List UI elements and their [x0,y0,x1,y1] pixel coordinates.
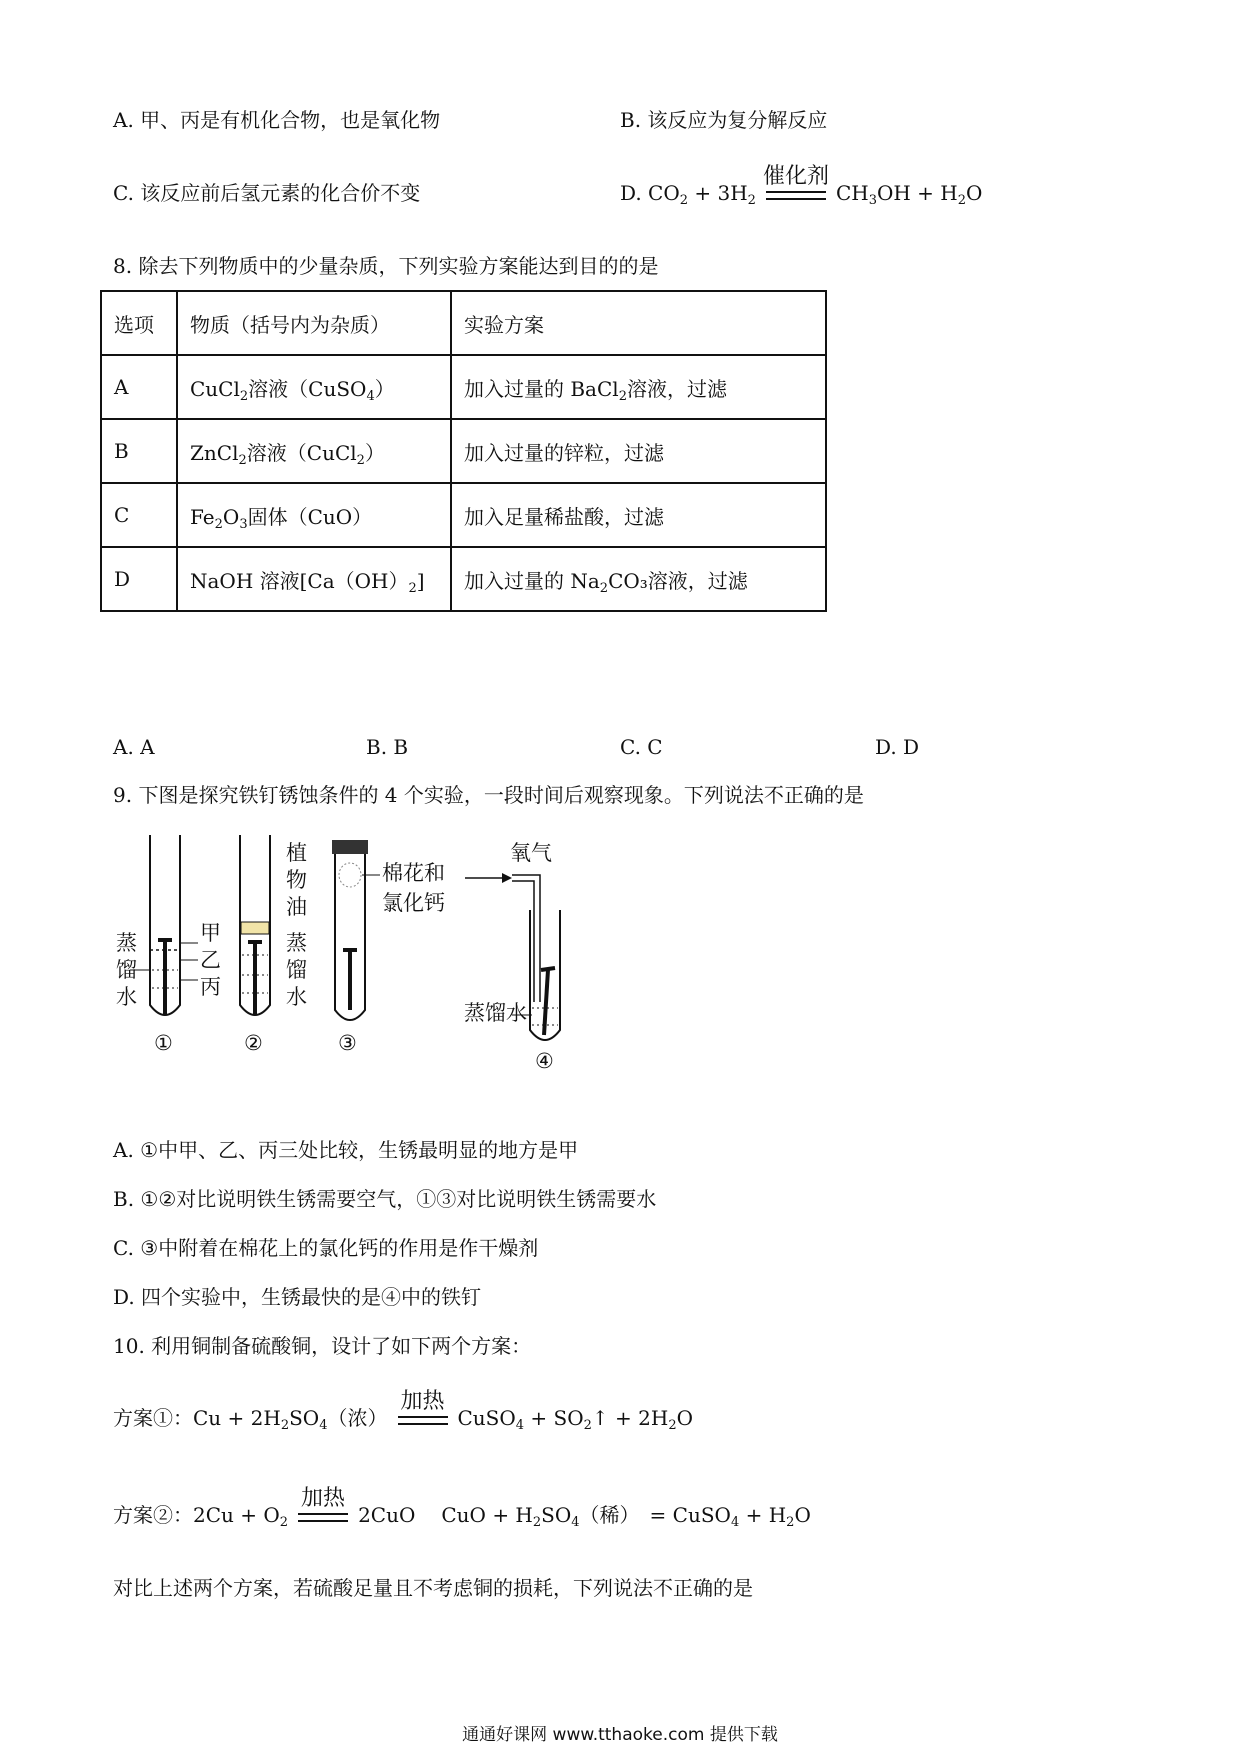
q7-option-b: B. 该反应为复分解反应 [620,108,828,132]
row-plan: 加入足量稀盐酸，过滤 [451,483,826,547]
t2-label-2: 物 [286,868,307,892]
table-row [101,483,826,547]
test-tube-3 [332,840,380,1020]
t1-label-yi: 乙 [200,948,221,972]
reaction-arrow [762,163,829,206]
q8-answer-d: D. D [875,735,920,759]
row-option: A [101,355,177,419]
tube-number-3: ③ [338,1031,357,1055]
row-plan: 加入过量的 $Na_2CO_3$溶液，过滤 [451,547,826,611]
q10-scheme-2: 方案②：$2Cu + O_2$ 加热 2CuO CuO + $H_2SO_4$（稀） = CuSO$_4$ + $H_2O$ [113,1485,811,1530]
q8-answer-a: A. A [113,735,155,759]
catalyst-label: 催化剂 [762,163,829,189]
t1-label-2: 馏 [116,958,137,982]
t4-water-label: 蒸馏水 [464,1001,527,1025]
test-tube-1 [130,835,198,1015]
q8-answer-c: C. C [620,735,663,759]
tube-number-1: ① [154,1031,173,1055]
row-plan: 加入过量的 BaCl$_2$溶液，过滤 [451,355,826,419]
t2-label-6: 水 [286,985,307,1009]
row-option: B [101,419,177,483]
t1-label-1: 蒸 [116,931,137,955]
t4-oxygen-label: 氧气 [510,841,552,865]
row-substance: $Fe_2O_3$固体（CuO） [177,483,451,547]
q10-stem: 10. 利用铜制备硫酸铜，设计了如下两个方案： [113,1334,532,1358]
reaction-arrow [298,1485,348,1528]
t2-label-1: 植 [286,841,307,865]
row-substance: CuCl$_2$溶液（CuSO$_4$） [177,355,451,419]
q9-option-c: C. ③中附着在棉花上的氯化钙的作用是作干燥剂 [113,1236,539,1260]
t1-label-3: 水 [116,985,137,1009]
header-substance: 物质（括号内为杂质） [177,291,451,355]
rust-experiment-figure [100,830,620,1075]
t2-label-3: 油 [286,895,307,919]
t2-label-5: 馏 [286,958,307,982]
q9-option-a: A. ①中甲、乙、丙三处比较，生锈最明显的地方是甲 [113,1138,579,1162]
t1-label-jia: 甲 [200,921,221,945]
header-option: 选项 [101,291,177,355]
table-row [101,419,826,483]
t2-label-4: 蒸 [286,931,307,955]
row-substance: NaOH 溶液$[Ca(OH)_2]$ [177,547,451,611]
heat-label: 加热 [301,1485,346,1511]
q9-stem: 9. 下图是探究铁钉锈蚀条件的 4 个实验，一段时间后观察现象。下列说法不正确的是 [113,783,864,807]
tube-number-4: ④ [535,1049,554,1073]
heat-label: 加热 [400,1388,445,1414]
row-option: D [101,547,177,611]
header-plan: 实验方案 [451,291,826,355]
page-footer: 通通好课网 www.tthaoke.com 提供下载 [462,1725,778,1745]
q10-tail: 对比上述两个方案，若硫酸足量且不考虑铜的损耗，下列说法不正确的是 [113,1576,753,1600]
t3-label-1: 棉花和 [382,861,445,885]
q9-option-b: B. ①②对比说明铁生锈需要空气，①③对比说明铁生锈需要水 [113,1187,657,1211]
q7-option-d: D. $CO_2 + 3H_2$ 催化剂 $CH_3OH + H_2O$ [620,163,983,208]
q7-option-a: A. 甲、丙是有机化合物，也是氧化物 [113,108,441,132]
q8-answer-b: B. B [366,735,409,759]
q8-stem: 8. 除去下列物质中的少量杂质，下列实验方案能达到目的的是 [113,254,659,278]
t1-label-bing: 丙 [200,975,221,999]
row-plan: 加入过量的锌粒，过滤 [451,419,826,483]
tube-number-2: ② [244,1031,263,1055]
table-row [101,547,826,611]
q9-option-d: D. 四个实验中，生锈最快的是④中的铁钉 [113,1285,482,1309]
reaction-arrow [398,1388,448,1431]
row-option: C [101,483,177,547]
table-header-row [101,291,826,355]
table-row [101,355,826,419]
row-substance: ZnCl$_2$溶液（CuCl$_2$） [177,419,451,483]
q8-table [100,290,827,612]
q10-scheme-1: 方案①：$Cu + 2H_2SO_4$（浓） 加热 CuSO$_4$ + $SO_2↑ + 2H_2O$ [113,1388,694,1433]
test-tube-2 [240,835,270,1015]
t3-label-2: 氯化钙 [382,891,445,915]
q7-option-c: C. 该反应前后氢元素的化合价不变 [113,181,421,205]
